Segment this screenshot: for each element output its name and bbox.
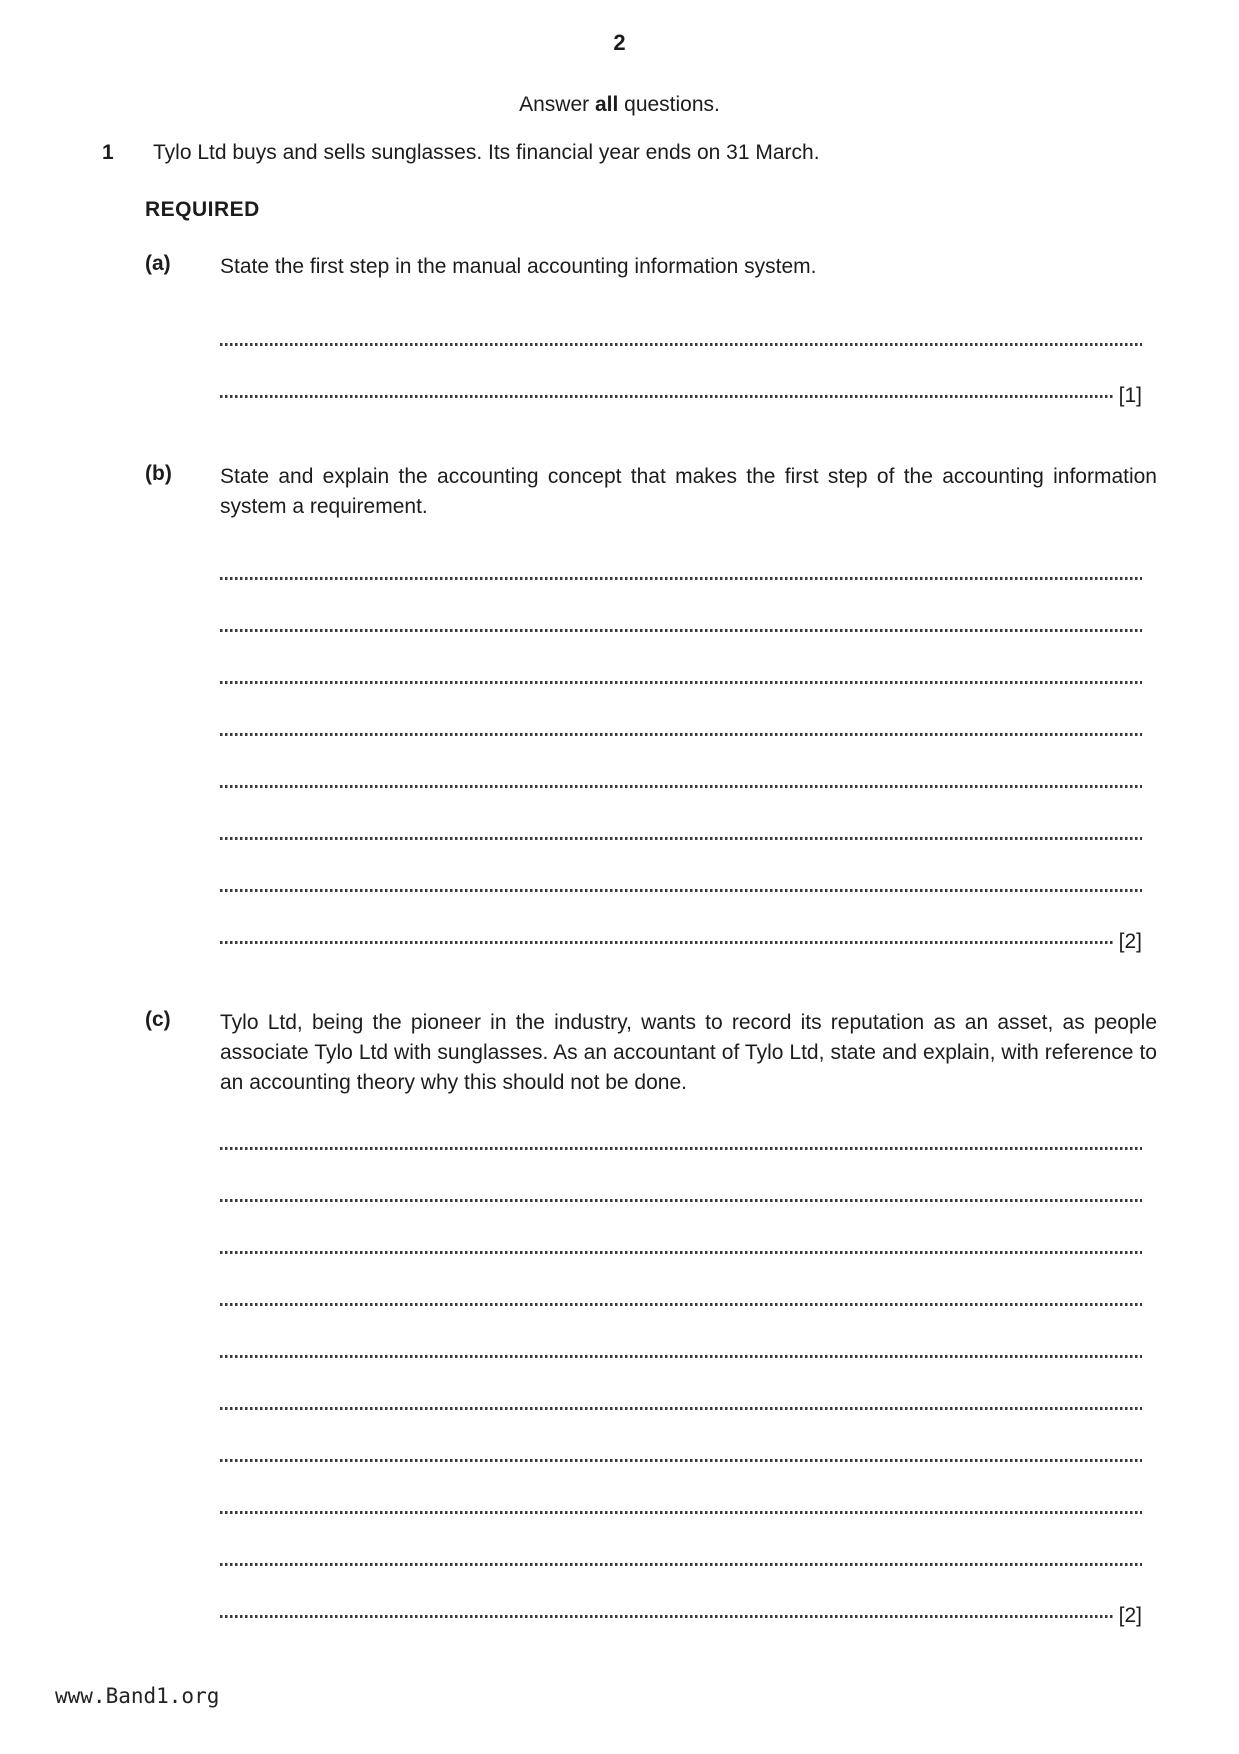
dotted-answer-rule: [220, 1355, 1142, 1358]
part-c-label: (c): [145, 1008, 171, 1031]
part-a-answer-lines: [220, 302, 1142, 406]
dotted-answer-rule: [220, 837, 1142, 840]
instruction-bold-word: all: [594, 93, 619, 116]
answer-line: [220, 1522, 1142, 1574]
dotted-answer-rule: [220, 1199, 1142, 1202]
answer-line: [220, 1574, 1142, 1626]
answer-line: [220, 1418, 1142, 1470]
answer-line: [220, 588, 1142, 640]
page-number: 2: [613, 30, 626, 55]
answer-line: [220, 1106, 1142, 1158]
dotted-answer-rule: [220, 1251, 1142, 1254]
dotted-answer-rule: [220, 1459, 1142, 1462]
answer-all-instruction: [0, 93, 1239, 117]
answer-line: [220, 744, 1142, 796]
marks-label: [2]: [1118, 930, 1142, 953]
dotted-answer-rule: [220, 681, 1142, 684]
answer-line: [220, 1314, 1142, 1366]
question-number: 1: [102, 141, 114, 164]
instruction-suffix: questions.: [618, 93, 720, 116]
question-intro-row: [102, 141, 1162, 165]
marks-label: [2]: [1118, 1604, 1142, 1627]
part-c-answer-lines: [220, 1106, 1142, 1626]
required-heading: REQUIRED: [145, 198, 260, 221]
answer-line: [220, 1158, 1142, 1210]
dotted-answer-rule: [220, 629, 1142, 632]
dotted-answer-rule: [220, 941, 1115, 944]
question-part-c: [145, 1008, 1157, 1098]
dotted-answer-rule: [220, 395, 1115, 398]
answer-line: [220, 536, 1142, 588]
part-a-label: (a): [145, 252, 171, 275]
dotted-answer-rule: [220, 889, 1142, 892]
question-intro-text: Tylo Ltd buys and sells sunglasses. Its financial year ends on 31 March.: [153, 141, 820, 164]
answer-line: [220, 302, 1142, 354]
answer-line: [220, 1366, 1142, 1418]
question-part-b: [145, 462, 1157, 522]
dotted-answer-rule: [220, 1615, 1115, 1618]
answer-line: [220, 640, 1142, 692]
dotted-answer-rule: [220, 1147, 1142, 1150]
answer-line: [220, 1210, 1142, 1262]
answer-line: [220, 354, 1142, 406]
question-part-a: [145, 252, 1157, 282]
answer-line: [220, 692, 1142, 744]
dotted-answer-rule: [220, 577, 1142, 580]
answer-line: [220, 1470, 1142, 1522]
answer-line: [220, 900, 1142, 952]
footer-website: www.Band1.org: [55, 1684, 220, 1708]
part-c-text: Tylo Ltd, being the pioneer in the industry, wants to record its reputation as an asset, as people associate Tylo Ltd with sunglasses. As an accountant of Tylo Ltd, state and explain, with reference to an accounting theory why this should not be done.: [220, 1011, 1157, 1094]
part-b-text: State and explain the accounting concept that makes the first step of the accounting information system a requirement.: [220, 465, 1157, 518]
dotted-answer-rule: [220, 1511, 1142, 1514]
answer-line: [220, 1262, 1142, 1314]
dotted-answer-rule: [220, 733, 1142, 736]
answer-line: [220, 796, 1142, 848]
dotted-answer-rule: [220, 1563, 1142, 1566]
part-b-label: (b): [145, 462, 172, 485]
dotted-answer-rule: [220, 343, 1142, 346]
dotted-answer-rule: [220, 785, 1142, 788]
answer-line: [220, 848, 1142, 900]
instruction-prefix: Answer: [519, 93, 595, 116]
part-a-text: State the first step in the manual accounting information system.: [220, 255, 817, 278]
part-b-answer-lines: [220, 536, 1142, 952]
dotted-answer-rule: [220, 1407, 1142, 1410]
dotted-answer-rule: [220, 1303, 1142, 1306]
marks-label: [1]: [1118, 384, 1142, 407]
